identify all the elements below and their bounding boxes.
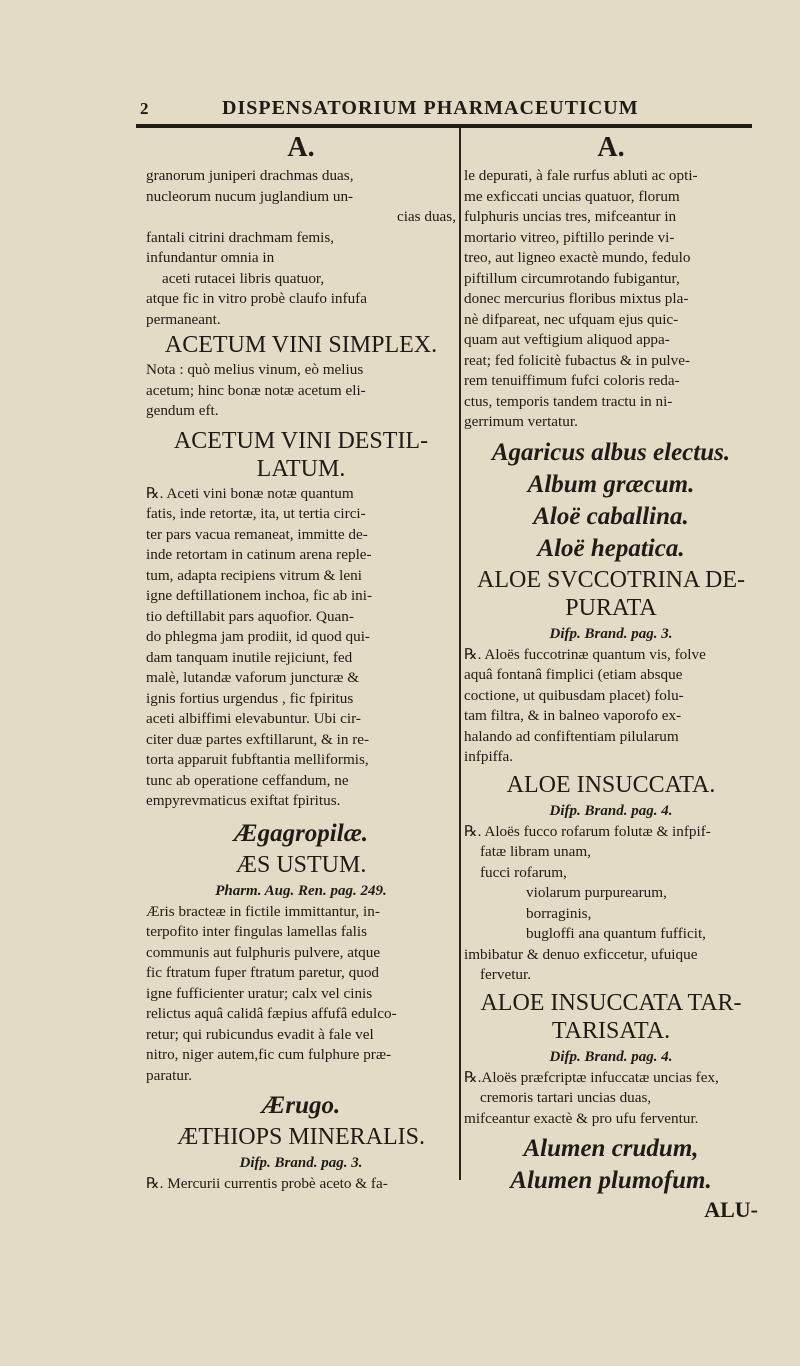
heading: LATUM.: [256, 455, 346, 482]
italic-heading: Alumen crudum,: [523, 1135, 699, 1162]
running-title: DISPENSATORIUM PHARMACEUTICUM: [222, 97, 639, 119]
text-line: rem tenuiffimum fufci coloris reda-: [464, 372, 680, 389]
section-letter: A.: [287, 132, 315, 163]
text-line: fic ftratum fuper ftratum paretur, quod: [146, 964, 380, 981]
text-line: nè difpareat, nec ufquam ejus quic-: [464, 310, 679, 328]
text-line: mifceantur exactè & pro ufu ferventur.: [464, 1109, 699, 1127]
text-line: cias duas,: [396, 208, 456, 225]
text-line: paratur.: [146, 1066, 192, 1084]
text-line: ℞. Aloës fucco rofarum folutæ & infpif-: [464, 822, 711, 840]
text-line: inde retortam in catinum arena reple-: [146, 546, 372, 563]
section-letter: A.: [597, 132, 625, 163]
text-line: coctione, ut quibusdam placet) folu-: [464, 686, 684, 704]
text-line: retur; qui rubicundus evadit à fale vel: [146, 1025, 374, 1043]
italic-heading: Agaricus albus electus.: [491, 438, 731, 466]
text-line: granorum juniperi drachmas duas,: [146, 167, 354, 184]
column-divider: [459, 128, 461, 1180]
text-line: me exficcati uncias quatuor, florum: [464, 187, 680, 205]
text-line: donec mercurius floribus mixtus pla-: [464, 290, 689, 307]
text-line: aceti albiffimi elevabuntur. Ubi cir-: [146, 710, 361, 727]
text-line: ter pars vacua remaneat, immitte de-: [146, 525, 368, 543]
text-line: fatæ libram unam,: [480, 843, 591, 860]
text-line: tio deftillabit pars aquofior. Quan-: [146, 607, 354, 625]
text-line: ctus, temporis tandem tractu in ni-: [464, 392, 673, 410]
text-line: fatis, inde retortæ, ita, ut tertia circi-: [146, 505, 366, 522]
heading: TARISATA.: [551, 1017, 671, 1044]
text-line: malè, lutandæ vaforum juncturæ &: [146, 669, 360, 686]
text-line: violarum purpurearum,: [526, 884, 667, 901]
text-line: relictus aquâ calidâ fæpius affufâ edulco-: [146, 1005, 397, 1022]
catchword: ALU-: [704, 1197, 758, 1222]
heading: ACETUM VINI SIMPLEX.: [164, 332, 438, 358]
italic-heading: Aloë caballina.: [533, 502, 689, 530]
text-line: do phlegma jam prodiit, id quod qui-: [146, 628, 370, 645]
italic-heading: Aloë hepatica.: [537, 534, 685, 562]
heading: ÆTHIOPS MINERALIS.: [176, 1124, 425, 1150]
text-line: aquâ fontanâ fimplici (etiam absque: [464, 666, 683, 683]
text-line: ℞. Mercurii currentis probè aceto & fa-: [146, 1175, 388, 1192]
text-line: le depurati, à fale rurfus abluti ac opti-: [464, 167, 698, 184]
heading: ACETUM VINI DESTIL-: [173, 427, 429, 454]
header-rule: [136, 124, 752, 128]
reference: Pharm. Aug. Ren. pag. 249.: [215, 882, 387, 899]
page-number: 2: [140, 99, 149, 118]
text-line: bugloffi ana quantum fufficit,: [526, 925, 706, 942]
reference: Difp. Brand. pag. 3.: [549, 625, 673, 642]
text-line: terpofito inter fingulas lamellas falis: [146, 923, 367, 940]
heading: PURATA: [565, 594, 657, 621]
text-line: mortario vitreo, piftillo perinde vi-: [464, 228, 675, 246]
text-line: atque fic in vitro probè claufo infufa: [146, 290, 367, 307]
text-line: citer duæ partes exftillarunt, & in re-: [146, 730, 370, 748]
text-line: fulphuris uncias tres, mifceantur in: [464, 208, 677, 225]
heading: ALOE INSUCCATA TAR-: [480, 989, 742, 1016]
text-line: tam filtra, & in balneo vaporofo ex-: [464, 707, 682, 724]
heading: ÆS USTUM.: [235, 851, 367, 878]
heading: ALOE INSUCCATA.: [506, 771, 716, 798]
text-line: infpiffa.: [464, 748, 514, 765]
text-line: ℞.Aloës præfcriptæ infuccatæ uncias fex,: [464, 1068, 719, 1086]
text-line: torta apparuit fubftantia melliformis,: [146, 751, 369, 768]
text-line: igne deftillationem inchoa, fic ab ini-: [146, 587, 373, 604]
text-line: communis aut fulphuris pulvere, atque: [146, 943, 381, 961]
text-line: Nota : quò melius vinum, eò melius: [146, 361, 364, 378]
italic-heading: Alumen plumofum.: [510, 1167, 712, 1194]
text-line: ℞. Aloës fuccotrinæ quantum vis, folve: [464, 645, 706, 663]
text-line: gendum eft.: [146, 402, 219, 419]
text-line: acetum; hinc bonæ notæ acetum eli-: [146, 381, 366, 399]
text-line: aceti rutacei libris quatuor,: [162, 269, 325, 287]
text-line: reat; fed folicitè fubactus & in pulve-: [464, 351, 691, 369]
text-line: gerrimum vertatur.: [464, 413, 578, 430]
text-line: infundantur omnia in: [146, 249, 275, 266]
reference: Difp. Brand. pag. 4.: [549, 1048, 673, 1065]
text-line: piftillum circumrotando fubigantur,: [464, 269, 680, 287]
text-line: imbibatur & denuo exficcetur, ufuique: [464, 945, 698, 963]
text-line: tum, adapta recipiens vitrum & leni: [146, 566, 362, 584]
page-header: [140, 97, 760, 125]
italic-heading: Ærugo.: [261, 1092, 341, 1119]
text-line: cremoris tartari uncias duas,: [480, 1089, 652, 1106]
text-line: borraginis,: [526, 904, 592, 922]
italic-heading: Ægagropilæ.: [233, 819, 369, 847]
text-line: quam aut veftigium aliquod appa-: [464, 331, 670, 348]
right-column: [464, 130, 758, 1223]
text-line: treo, aut ligneo exactè mundo, fedulo: [464, 249, 691, 266]
text-line: tunc ab operatione ceffandum, ne: [146, 771, 349, 789]
text-line: Æris bracteæ in fictile immittantur, in-: [146, 902, 380, 920]
reference: Difp. Brand. pag. 4.: [549, 802, 673, 819]
text-line: dam tanquam inutile rejiciunt, fed: [146, 648, 353, 666]
text-line: igne fufficienter uratur; calx vel cinis: [146, 984, 373, 1002]
text-line: nucleorum nucum juglandium un-: [146, 187, 354, 205]
text-line: empyrevmaticus exiftat fpiritus.: [146, 792, 341, 809]
text-line: fervetur.: [480, 966, 532, 983]
text-line: fucci rofarum,: [480, 863, 567, 881]
left-column: [146, 130, 456, 1195]
italic-heading: Album græcum.: [527, 470, 695, 498]
reference: Difp. Brand. pag. 3.: [239, 1155, 363, 1171]
text-line: ℞. Aceti vini bonæ notæ quantum: [146, 484, 354, 502]
heading: ALOE SVCCOTRINA DE-: [477, 566, 745, 593]
text-line: ignis fortius urgendus , fic fpiritus: [146, 689, 354, 707]
text-line: nitro, niger autem,fic cum fulphure præ-: [146, 1046, 392, 1063]
text-line: halando ad confiftentiam pilularum: [464, 727, 679, 745]
text-line: fantali citrini drachmam femis,: [146, 228, 335, 246]
text-line: permaneant.: [146, 310, 221, 328]
